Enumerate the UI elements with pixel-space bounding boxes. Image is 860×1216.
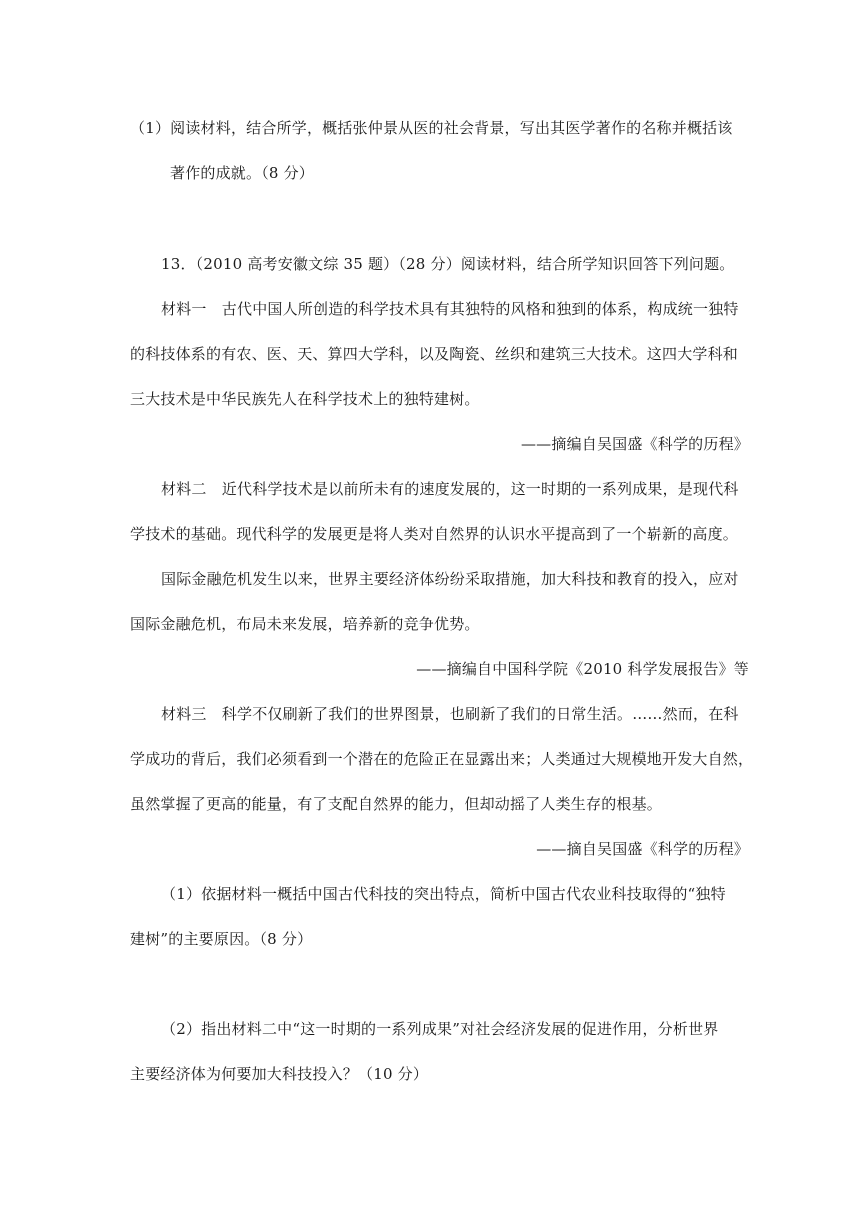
material2-line1: 材料二 近代科学技术是以前所未有的速度发展的，这一时期的一系列成果，是现代科 [161,480,739,498]
material1-source: ——摘编自吴国盛《科学的历程》 [520,435,749,453]
q13-question2-line1: （2）指出材料二中“这一时期的一系列成果”对社会经济发展的促进作用，分析世界 [161,1020,719,1038]
q12-part1-line2: 著作的成就。（8 分） [170,164,315,182]
material1-line3: 三大技术是中华民族先人在科学技术上的独特建树。 [130,390,480,408]
q13-question2-line2: 主要经济体为何要加大科技投入？（10 分） [130,1065,429,1083]
material3-source: ——摘自吴国盛《科学的历程》 [536,840,749,858]
q13-question1-line2: 建树”的主要原因。（8 分） [130,930,313,948]
material3-line3: 虽然掌握了更高的能量，有了支配自然界的能力，但却动摇了人类生存的根基。 [130,795,663,813]
material2-line3: 国际金融危机发生以来，世界主要经济体纷纷采取措施，加大科技和教育的投入，应对 [161,570,739,588]
material2-line2: 学技术的基础。现代科学的发展更是将人类对自然界的认识水平提高到了一个崭新的高度。 [130,525,739,543]
material2-source: ——摘编自中国科学院《2010 科学发展报告》等 [416,660,749,678]
material3-line1: 材料三 科学不仅刷新了我们的世界图景，也刷新了我们的日常生活。……然而，在科 [161,705,739,723]
q13-question1-line1: （1）依据材料一概括中国古代科技的突出特点，简析中国古代农业科技取得的“独特 [161,885,726,903]
material2-line4: 国际金融危机，布局未来发展，培养新的竞争优势。 [130,615,480,633]
material1-line2: 的科技体系的有农、医、天、算四大学科，以及陶瓷、丝织和建筑三大技术。这四大学科和 [130,345,739,363]
material1-line1: 材料一 古代中国人所创造的科学技术具有其独特的风格和独到的体系，构成统一独特 [161,300,739,318]
q13-header: 13．（2010 高考安徽文综 35 题）（28 分）阅读材料，结合所学知识回答下列问题。 [161,255,735,273]
q12-part1-line1: （1）阅读材料，结合所学，概括张仲景从医的社会背景，写出其医学著作的名称并概括该 [130,119,733,137]
material3-line2: 学成功的背后，我们必须看到一个潜在的危险正在显露出来；人类通过大规模地开发大自然， [130,750,754,768]
